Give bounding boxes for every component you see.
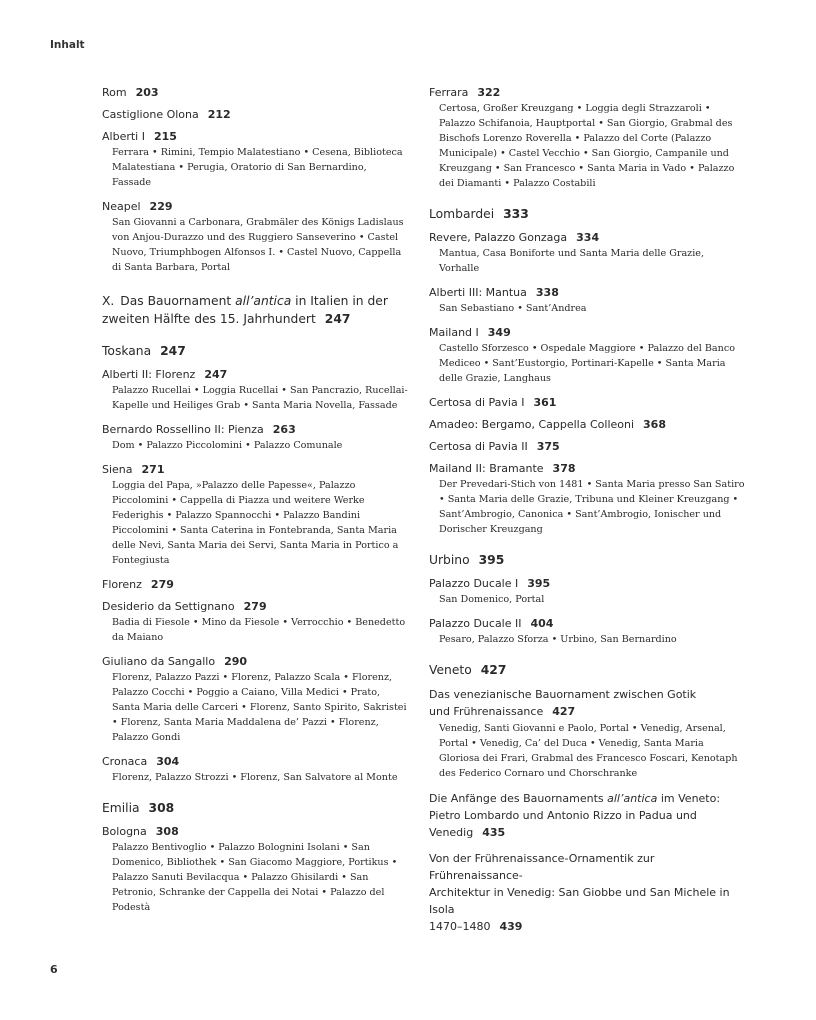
- toc-entry: [102, 367, 408, 413]
- section-heading-lombardei: Lombardei 333: [429, 207, 529, 221]
- toc-entry: [102, 129, 408, 190]
- chapter-heading: X. Das Bauornament all’antica in Italien in der zweiten Hälfte des 15. Jahrhundert 247: [102, 294, 388, 326]
- toc-entry-title: Mailand I 349: [429, 326, 511, 339]
- toc-entry-title: Palazzo Ducale I 395: [429, 577, 551, 590]
- page-number: 308: [148, 801, 175, 815]
- page-number: 334: [576, 231, 600, 244]
- toc-entry-description: San Sebastiano • Sant’Andrea: [439, 303, 587, 314]
- page-number: 308: [155, 825, 179, 838]
- toc-entry-description: San Domenico, Portal: [439, 594, 545, 605]
- toc-entry-description: San Giovanni a Carbonara, Grabmäler des Königs Ladislaus von Anjou-Durazzo und des Ruggiero Sanseverino • Castel Nuovo, Triumphbogen Alfonsos I. • Castel Nuovo, Cappella di Santa Barbara, Portal: [112, 217, 404, 273]
- page-number: 212: [207, 108, 231, 121]
- toc-entry-title: Certosa di Pavia II 375: [429, 440, 560, 453]
- toc-entry-title: Das venezianische Bauornament zwischen Gotik und Frührenaissance 427: [429, 688, 697, 718]
- page-number-footer: 6: [50, 963, 58, 976]
- toc-entry-description: Ferrara • Rimini, Tempio Malatestiano • Cesena, Biblioteca Malatestiana • Perugia, Oratorio di San Bernardino, Fassade: [112, 147, 403, 188]
- running-head: Inhalt: [50, 39, 85, 51]
- page-number: 203: [135, 86, 159, 99]
- toc-entry: [429, 616, 745, 647]
- toc-entry: [102, 462, 408, 568]
- toc-entry-description: Castello Sforzesco • Ospedale Maggiore • Palazzo del Banco Mediceo • Sant’Eustorgio, Portinari-Kapelle • Santa Maria delle Grazie, Langhaus: [439, 343, 735, 384]
- page-number: 361: [533, 396, 557, 409]
- toc-entry-description: Certosa, Großer Kreuzgang • Loggia degli Strazzaroli • Palazzo Schifanoia, Hauptportal • San Giorgio, Grabmal des Bischofs Lorenzo Roverella • Palazzo del Corte (Palazzo Municipale) • Castel Vecchio • San Giorgio, Campanile und Kreuzgang • San Francesco • Santa Maria in Vado • Palazzo dei Diamanti • Palazzo Costabili: [439, 103, 735, 189]
- page-number: 271: [141, 463, 165, 476]
- toc-entry: [102, 107, 408, 122]
- toc-entry: [429, 395, 745, 410]
- toc-entry: [102, 85, 408, 100]
- toc-entry-description: Venedig, Santi Giovanni e Paolo, Portal • Venedig, Arsenal, Portal • Venedig, Ca’ del Duca • Venedig, Santa Maria Gloriosa dei Frari, Grabmal des Francesco Foscari, Kenotaph des Federico Cornaro und Chorschranke: [439, 723, 738, 779]
- toc-entry-title: Alberti II: Florenz 247: [102, 368, 228, 381]
- toc-entry-description: Loggia del Papa, »Palazzo delle Papesse«, Palazzo Piccolomini • Cappella di Piazza und weitere Werke Federighis • Palazzo Spannocchi • Palazzo Bandini Piccolomini • Santa Caterina in Fontebranda, Santa Maria delle Nevi, Santa Maria dei Servi, Santa Maria in Portico a Fontegiusta: [112, 480, 399, 566]
- toc-entry-description: Der Prevedari-Stich von 1481 • Santa Maria presso San Satiro • Santa Maria delle Grazie, Tribuna und Kleiner Kreuzgang • Sant’Ambrogio, Canonica • Sant’Ambrogio, Ionischer und Dorischer Kreuzgang: [439, 479, 745, 535]
- toc-entry: [102, 754, 408, 785]
- toc-entry-title: Certosa di Pavia I 361: [429, 396, 557, 409]
- toc-entry-title: Bologna 308: [102, 825, 179, 838]
- toc-entry-title: Bernardo Rossellino II: Pienza 263: [102, 423, 296, 436]
- toc-entry-title: Giuliano da Sangallo 290: [102, 655, 248, 668]
- section-heading-toskana: Toskana 247: [102, 344, 186, 358]
- page-number: 247: [204, 368, 228, 381]
- toc-left-column: [102, 85, 408, 924]
- toc-entry-title: Die Anfänge des Bauornaments all’antica im Veneto: Pietro Lombardo und Antonio Rizzo in Padua und Venedig 435: [429, 792, 721, 839]
- page-number: 279: [150, 578, 174, 591]
- section-heading-emilia: Emilia 308: [102, 801, 175, 815]
- page-number: 375: [536, 440, 560, 453]
- page-number: 368: [643, 418, 666, 431]
- toc-entry: [429, 230, 745, 276]
- page-number: 378: [552, 462, 576, 475]
- page-number: 215: [153, 130, 177, 143]
- toc-entry-title: Mailand II: Bramante 378: [429, 462, 576, 475]
- page-number: 395: [478, 553, 505, 567]
- page-number: 439: [499, 920, 523, 933]
- toc-entry: [429, 461, 745, 537]
- toc-entry-description: Pesaro, Palazzo Sforza • Urbino, San Bernardino: [439, 634, 677, 645]
- page-number: 404: [530, 617, 554, 630]
- page-number: 263: [272, 423, 296, 436]
- toc-entry-title: Palazzo Ducale II 404: [429, 617, 554, 630]
- toc-entry-title: Castiglione Olona 212: [102, 108, 231, 121]
- toc-entry: [429, 790, 745, 841]
- toc-entry-title: Rom 203: [102, 86, 159, 99]
- toc-entry-description: Dom • Palazzo Piccolomini • Palazzo Comunale: [112, 440, 343, 451]
- section-heading-veneto: Veneto 427: [429, 663, 507, 677]
- toc-entry: [429, 417, 745, 432]
- toc-entry-title: Alberti I 215: [102, 130, 177, 143]
- toc-entry-description: Palazzo Rucellai • Loggia Rucellai • San Pancrazio, Rucellai-Kapelle und Heiliges Grab • Santa Maria Novella, Fassade: [112, 385, 408, 411]
- page-number: 427: [480, 663, 507, 677]
- page-number: 322: [477, 86, 501, 99]
- toc-entry-title: Cronaca 304: [102, 755, 180, 768]
- page-number: 435: [482, 826, 506, 839]
- toc-entry: [429, 285, 745, 316]
- page-number: 395: [527, 577, 551, 590]
- toc-entry-title: Siena 271: [102, 463, 165, 476]
- toc-entry: [102, 599, 408, 645]
- toc-entry-description: Mantua, Casa Boniforte und Santa Maria delle Grazie, Vorhalle: [439, 248, 705, 274]
- page-number: 279: [243, 600, 267, 613]
- page-number: 349: [487, 326, 511, 339]
- toc-entry-title: Neapel 229: [102, 200, 173, 213]
- toc-entry: [429, 85, 745, 191]
- toc-entry-title: Florenz 279: [102, 578, 174, 591]
- page-number: 229: [149, 200, 173, 213]
- toc-entry-description: Florenz, Palazzo Strozzi • Florenz, San Salvatore al Monte: [112, 772, 398, 783]
- toc-entry: [429, 439, 745, 454]
- toc-entry: [429, 850, 745, 935]
- toc-entry-title: Ferrara 322: [429, 86, 501, 99]
- page-number: 304: [156, 755, 180, 768]
- toc-entry-title: Von der Frührenaissance-Ornamentik zur Frührenaissance- Architektur in Venedig: San Giobbe und San Michele in Isola 1470–1480 439: [429, 852, 730, 933]
- page-number: 247: [324, 312, 351, 326]
- page-number: 290: [224, 655, 248, 668]
- toc-entry-title: Amadeo: Bergamo, Cappella Colleoni 368: [429, 418, 666, 431]
- toc-entry: [102, 199, 408, 275]
- page-number: 247: [160, 344, 186, 358]
- toc-entry: [429, 325, 745, 386]
- toc-right-column: [429, 85, 745, 944]
- page-number: 427: [552, 705, 576, 718]
- toc-entry: [429, 576, 745, 607]
- toc-entry-description: Florenz, Palazzo Pazzi • Florenz, Palazzo Scala • Florenz, Palazzo Cocchi • Poggio a Caiano, Villa Medici • Prato, Santa Maria delle Carceri • Florenz, Santo Spirito, Sakristei • Florenz, Santa Maria Maddalena de’ Pazzi • Florenz, Palazzo Gondi: [112, 672, 407, 743]
- toc-entry-title: Desiderio da Settignano 279: [102, 600, 267, 613]
- toc-entry: [102, 577, 408, 592]
- page-number: 338: [535, 286, 559, 299]
- toc-entry-title: Alberti III: Mantua 338: [429, 286, 559, 299]
- toc-entry-description: Palazzo Bentivoglio • Palazzo Bolognini Isolani • San Domenico, Bibliothek • San Giacomo Maggiore, Portikus • Palazzo Sanuti Bevilacqua • Palazzo Ghisilardi • San Petronio, Schranke der Cappella dei Notai • Palazzo del Podestà: [112, 842, 398, 913]
- toc-entry-title: Revere, Palazzo Gonzaga 334: [429, 231, 600, 244]
- toc-entry-description: Badia di Fiesole • Mino da Fiesole • Verrocchio • Benedetto da Maiano: [112, 617, 406, 643]
- section-heading-urbino: Urbino 395: [429, 553, 505, 567]
- toc-entry: [102, 824, 408, 915]
- toc-entry: [102, 654, 408, 745]
- toc-entry: [429, 686, 745, 781]
- toc-entry: [102, 422, 408, 453]
- page-number: 333: [503, 207, 529, 221]
